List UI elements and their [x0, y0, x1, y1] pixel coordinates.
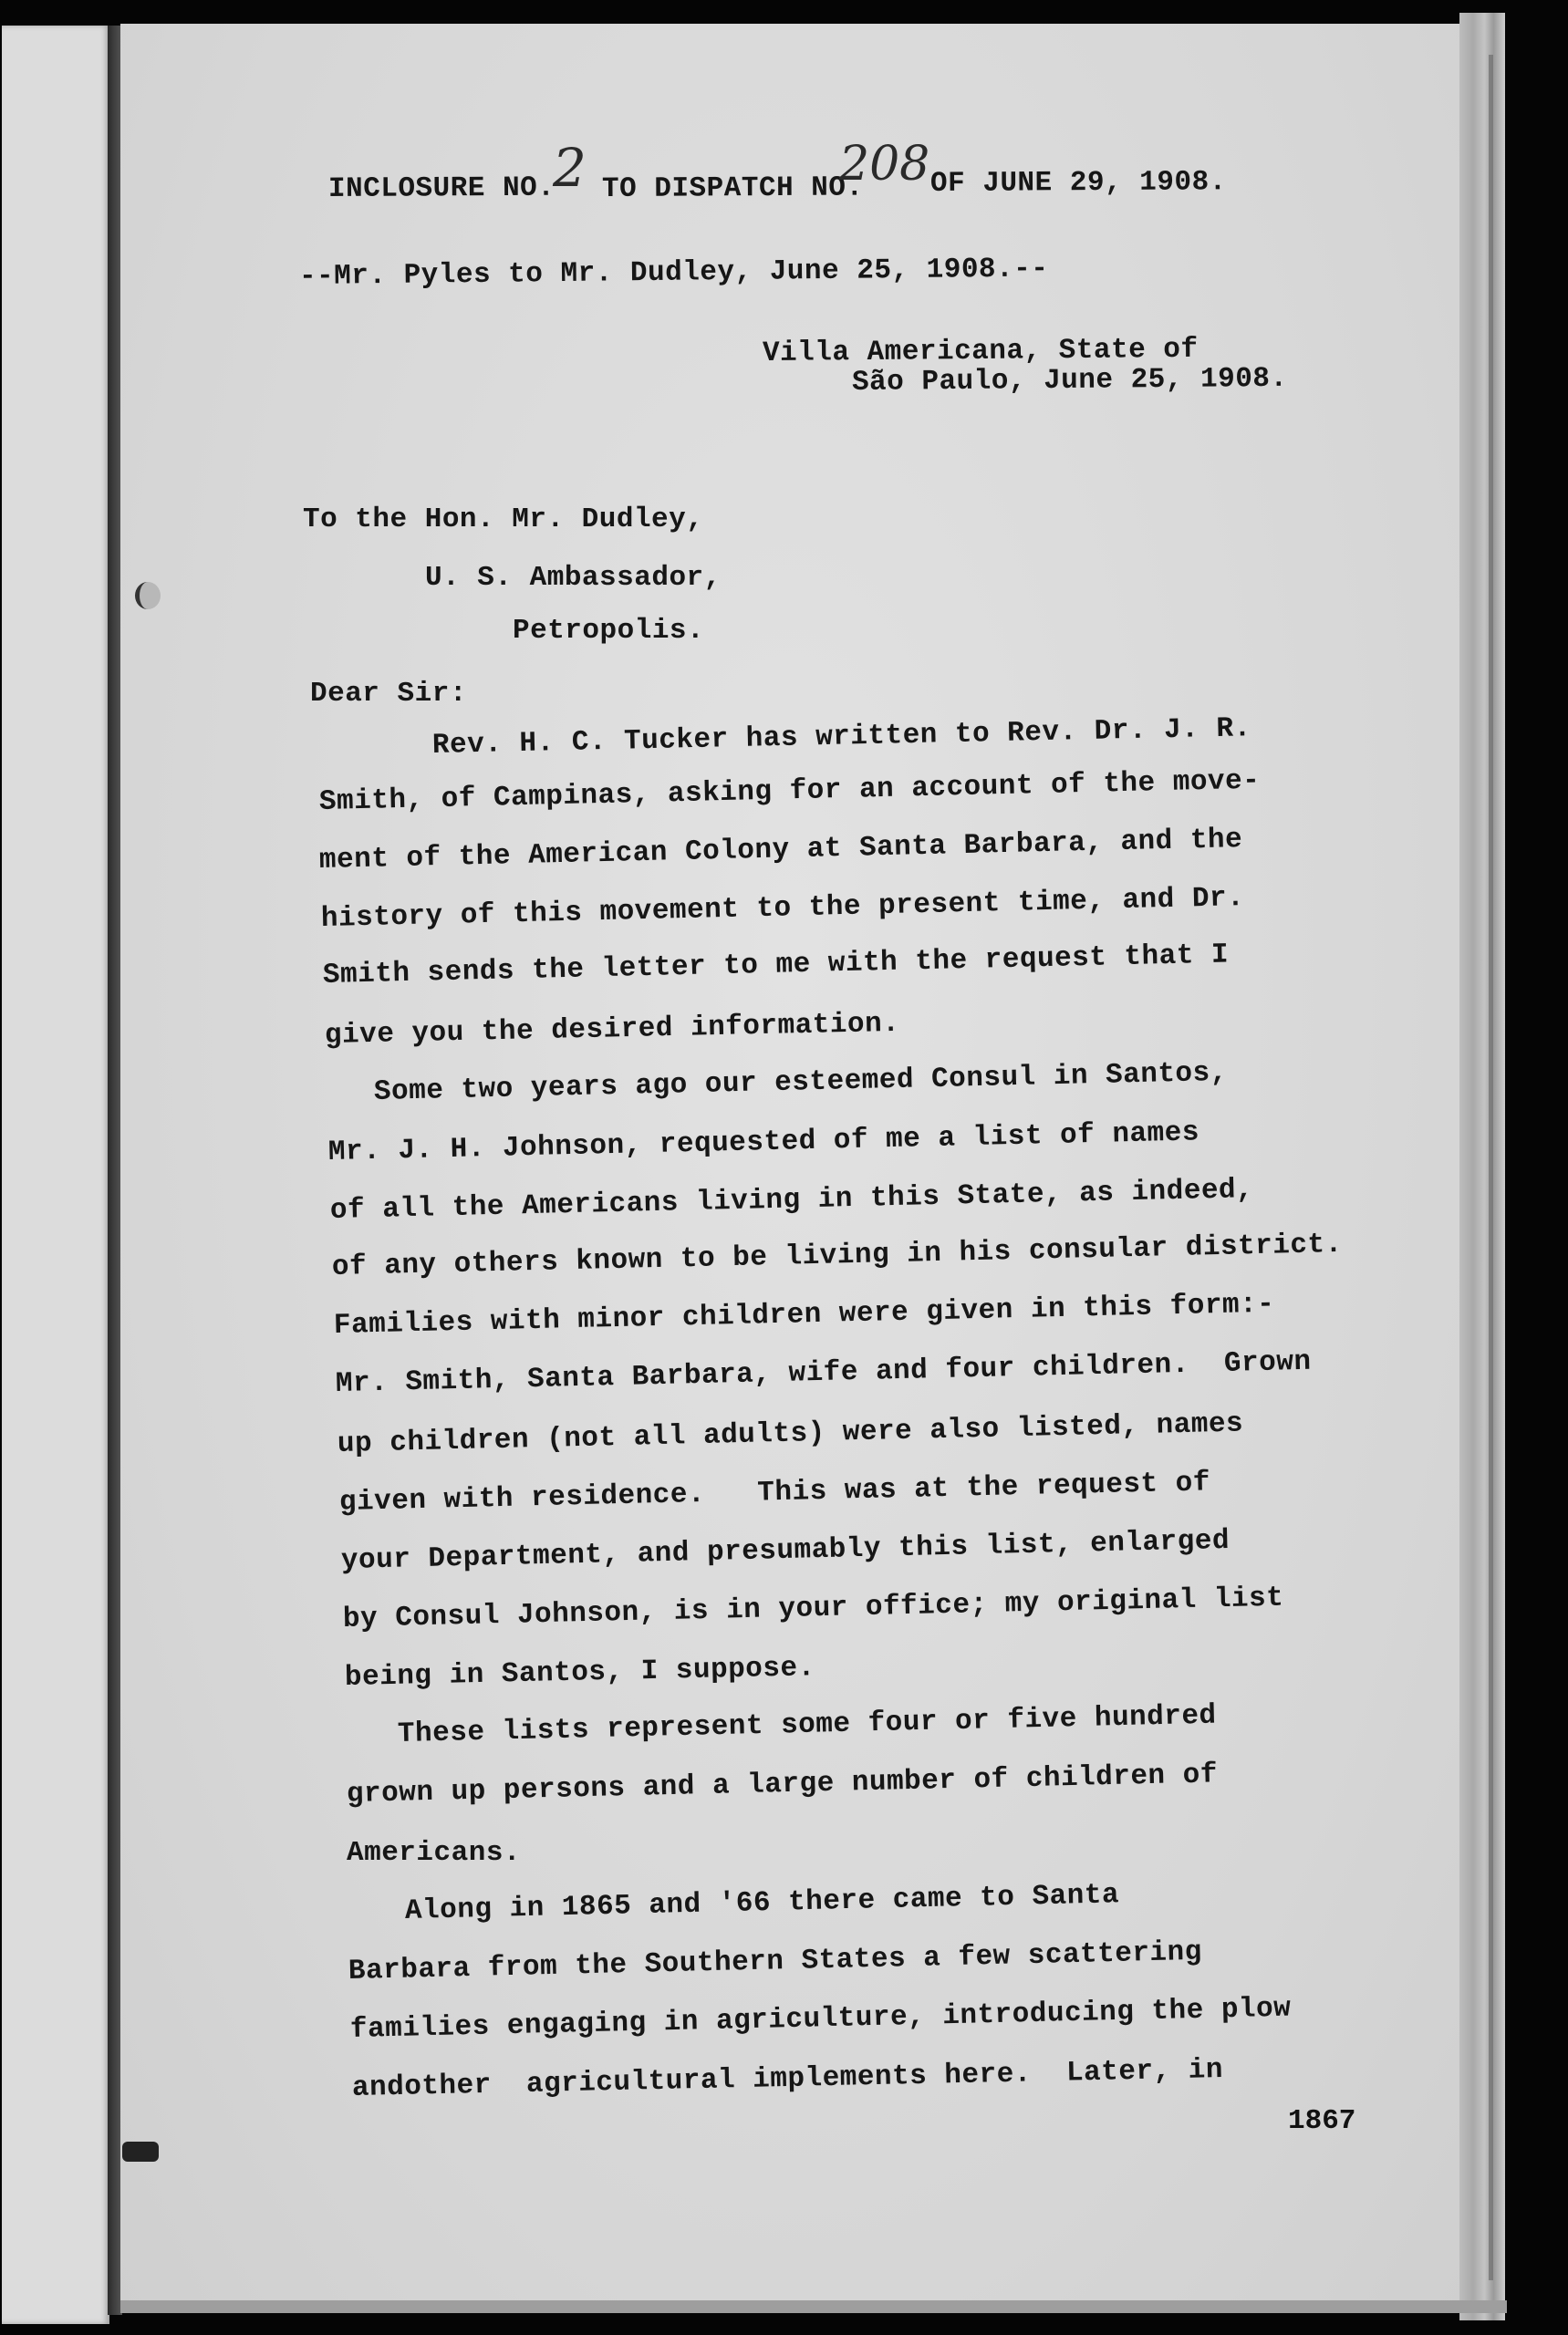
body-line: These lists represent some four or five hundred	[397, 1699, 1218, 1750]
body-line: families engaging in agriculture, introducing the plow	[349, 1992, 1292, 2046]
body-line: of all the Americans living in this State, as indeed,	[329, 1174, 1254, 1227]
body-line: given with residence. This was at the request of	[338, 1467, 1211, 1519]
dispatch-label: TO DISPATCH NO.	[601, 171, 864, 205]
facing-page-edge	[2, 26, 109, 2324]
body-line: Americans.	[347, 1837, 522, 1869]
inclosure-number-handwritten: 2	[553, 137, 587, 199]
body-line: of any others known to be living in his consular district.	[331, 1228, 1344, 1283]
body-line: up children (not all adults) were also listed, names	[337, 1407, 1244, 1460]
body-line: being in Santos, I suppose.	[344, 1652, 816, 1694]
dispatch-date: OF JUNE 29, 1908.	[929, 166, 1227, 200]
body-line: Smith sends the letter to me with the request that I	[322, 939, 1230, 991]
body-line: history of this movement to the present time, and Dr.	[320, 882, 1245, 935]
salutation: Dear Sir:	[310, 678, 467, 710]
page-bottom-edge	[120, 2300, 1507, 2313]
addressee-line-2: U. S. Ambassador,	[425, 562, 722, 594]
page-stack-edge	[1459, 13, 1505, 2320]
body-line: grown up persons and a large number of children of	[346, 1759, 1219, 1811]
punch-hole-icon	[135, 582, 161, 609]
body-line: Barbara from the Southern States a few scattering	[348, 1935, 1203, 1987]
addressee-line-3: Petropolis.	[513, 615, 705, 647]
body-line: Families with minor children were given in this form:-	[333, 1288, 1275, 1342]
body-line: Mr. Smith, Santa Barbara, wife and four children. Grown	[335, 1345, 1312, 1400]
body-line: Mr. J. H. Johnson, requested of me a list of names	[327, 1116, 1200, 1168]
page-number: 1867	[1288, 2105, 1356, 2137]
page-stack-line	[1489, 55, 1493, 2280]
dispatch-number-handwritten: 208	[839, 137, 930, 192]
body-line: by Consul Johnson, is in your office; my original list	[342, 1582, 1284, 1635]
body-line: andother agricultural implements here. Later, in	[351, 2054, 1224, 2104]
addressee-line-1: To the Hon. Mr. Dudley,	[303, 503, 704, 535]
body-line: Some two years ago our esteemed Consul in Santos,	[373, 1056, 1229, 1108]
body-line: give you the desired information.	[324, 1007, 900, 1052]
place-line-2: São Paulo, June 25, 1908.	[851, 362, 1288, 399]
body-line: your Department, and presumably this list, enlarged	[340, 1524, 1231, 1577]
letter-subtitle: --Mr. Pyles to Mr. Dudley, June 25, 1908.--	[298, 253, 1049, 293]
binding-clip-icon	[122, 2142, 159, 2162]
body-line: Rev. H. C. Tucker has written to Rev. Dr. J. R.	[431, 712, 1252, 762]
body-line: ment of the American Colony at Santa Barbara, and the	[318, 824, 1243, 877]
body-line: Along in 1865 and '66 there came to Santa	[404, 1879, 1120, 1927]
inclosure-label: INCLOSURE NO.	[327, 171, 556, 205]
body-line: Smith, of Campinas, asking for an account of the move-	[318, 764, 1261, 818]
place-line-1: Villa Americana, State of	[762, 333, 1199, 369]
